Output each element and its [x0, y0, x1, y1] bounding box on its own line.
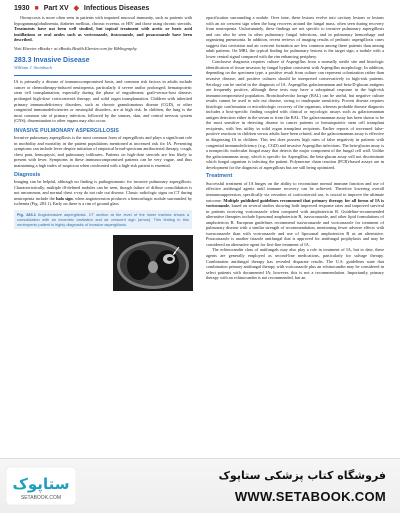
intro-bold-text: Treatments have not been well studied, but topical treatment with acetic or boric acid instillations or oral azoles such as voriconazole, itraconazole, and posaconazole have been described. [14, 26, 192, 43]
figure [113, 235, 193, 291]
section-intro-paragraph: IA is primarily a disease of immunocompromised hosts, and common risk factors in adults include cancer or chemotherapy-induced neutropenia, particularly if severe and/or prolonged; hematopoietic stem cell transplantation, especially during the phase of engraftment; graft-versus-host disease; prolonged high-dose corticosteroid therapy; and solid organ transplantation. Children with inherited primary immunodeficiency disorders, such as chronic granulomatous disease (CGD), or other congenital immunodeficiencies or neutrophil disorders, are at high risk. In children, the lung is the most common site of primary infection, followed by the sinuses, skin, and central nervous system (CNS); dissemination to other organs may also occur. [14, 79, 192, 124]
right-column [206, 15, 384, 281]
halo-sign-term: halo sign [56, 195, 73, 201]
ct-scan-image [113, 235, 193, 291]
watermark-banner [0, 458, 400, 513]
diagnosis-text-2: , when angioinvasion produces a hemorrhagic nodule surrounded by ischemia (Fig. 283.1). Early on there is a rim of ground glass [14, 195, 193, 207]
invasive-pulmonary-paragraph: Invasive pulmonary aspergillosis is the most common form of aspergillosis and plays a significant role in morbidity and mortality in the patient populations mentioned at increased risk for IA. Presenting symptoms can include fever despite initiation of empirical broad-spectrum antibacterial therapy, cough, chest pain, hemoptysis, and pulmonary infiltrates. Patients on high-dose steroids are less likely to present with fever. Symptoms in these immunocompromised patients can be very vague, and thus maintaining a high index of suspicion when confronted with a high-risk patient is essential. [14, 135, 192, 169]
left-column [14, 15, 192, 229]
page-number: 1930 [14, 5, 30, 12]
header-section: Infectious Diseases [83, 5, 150, 12]
diagnosis-text: Imaging can be helpful, although no finding is pathognomonic for invasive pulmonary aspergillosis. Characteristically, multiple ill-defined nodules can be seen, though failure of diffuse consolidation is not uncommon, and normal chest x-ray do not rule out disease. Classic radiologic signs on CT during neutropenia include the [14, 179, 192, 201]
figure-label: Fig. 283.1 [17, 211, 36, 217]
section-author: William J. Steinbach [14, 64, 52, 70]
page-header [14, 4, 149, 12]
watermark-url[interactable]: WWW.SETABOOK.COM [234, 489, 386, 504]
heading-diagnosis: Diagnosis [14, 171, 41, 178]
diagnosis-paragraph [14, 179, 192, 207]
section-rule [14, 75, 192, 76]
logo-subtext: SETABOOK.COM [20, 495, 62, 501]
section-title: Invasive Disease [33, 57, 90, 65]
header-part: Part XV [43, 5, 69, 12]
heading-invasive-pulmonary: INVASIVE PULMONARY ASPERGILLOSIS [14, 127, 119, 134]
imaging-paragraph: opacification surrounding a nodule. Over time, these lesions evolve into cavitary lesions or lesions with an air crescent sign when the lung recovers around the fungal mass, often seen during recovery from neutropenia. Unfortunately, these findings are not specific to invasive pulmonary aspergillosis and can also be seen in other pulmonary fungal infections, and in pulmonary hemorrhage and organizing pneumonia. In addition, recent reviews of imaging results of pediatric aspergillosis cases suggest that cavitation and air crescent formation are less common among these patients than among adult patients. On MRI, the typical finding for pulmonary lesions is the target sign, a nodule with a lower central signal compared with the rim enhancing periphery. [206, 15, 384, 59]
header-bullet: ◆ [73, 5, 79, 12]
echinocandin-paragraph: The echinocandin class of antifungals may also play a role in treatment of IA, but to date, these agents are generally employed as second-line medications, particularly for salvage therapy. Combination antifungal therapy has revealed disparate results. The U.S. guidelines state that combination primary antifungal therapy with voriconazole plus an echinocandin may be considered in select patients with documented IA; however, this is not a recommendation. Importantly, primary therapy with an echinocandin is not recommended, but an [206, 247, 384, 281]
intro-paragraph-1 [14, 15, 192, 43]
intro-text: Otomycosis is more often seen in patients with impaired mucosal immunity, such as patients with hypogammaglobulinemia, diabetes mellitus, chronic eczema, or HIV and those using chronic steroids. [14, 15, 192, 26]
logo-graphic [6, 465, 76, 507]
figure-caption [14, 210, 192, 229]
logo-wordmark: ستاپوک [12, 475, 70, 493]
header-separator: ■ [34, 5, 39, 12]
section-number: 283.3 [14, 57, 32, 65]
watermark-persian-text: فروشگاه کتاب پزشکی ستاپوک [218, 469, 386, 482]
treatment-text: Successful treatment of IA hinges on the ability to reconstitute normal immune function and use of effective antifungal agents until immune recovery can be achieved. Therefore lowering overall immunosuppression, specifically via cessation of corticosteroid use, is crucial to improve the ultimate outcome. [206, 180, 384, 203]
ct-scan-graphic [113, 235, 193, 291]
setabook-logo [6, 465, 76, 507]
figure-caption-text: Angioinvasive aspergillosis. CT section at the level of the lower trachea shows a consolidation with an eccentric cavitation and air crescent sign (arrow). This finding in this neutropenic patient is highly diagnostic of invasive aspergillosis. [17, 211, 190, 227]
treatment-paragraph [206, 181, 384, 248]
treatment-bold-text: Multiple published guidelines recommend that primary therapy for all forms of IA is voriconazole [206, 197, 384, 209]
heading-treatment: Treatment [206, 173, 233, 180]
diagnosis-detail-paragraph: Conclusive diagnosis requires culture of Aspergillus from a normally sterile site and histologic identification of tissue invasion by fungal hyphae consistent with Aspergillus morphology. In addition, depending on the specimen type, a positive result from culture can represent colonization rather than invasive disease, and positive cultures should be interpreted conservatively in high-risk patients. Serology can be useful in the diagnosis of IA. Aspergillus galactomannan and beta-D-glucan antigens are frequently positive, although these tests may have a suboptimal response in the high-risk immunocompromised population. Bronchoalveolar lavage (BAL) can be useful, but negative culture results cannot be used to rule out disease, owing to inadequate sensitivity. Proven disease requires histologic confirmation or microbiologic recovery of the organism, whereas probable disease diagnosis includes a host-specific finding coupled with clinical or mycologic assays such as galactomannan antigen detection either in the serum or from the BAL. The galactomannan assay has been shown to be the most sensitive in detecting disease in cancer patients or hematopoietic stem cell transplant recipients, with less utility in solid organ transplant recipients. Earlier reports of increased false-positive reactions in children versus adults have been refuted, and the galactomannan assay is effective in diagnosing IA in children. This test does possess high rates of false negativity in patients with congenital immunodeficiency (e.g., CGD) and invasive Aspergillus infections. The beta-glucan assay is a nonspecific molecular fungal assay that detects the major component of the fungal cell wall. Unlike the galactomannan assay, which is specific for Aspergillus, the beta-glucan assay will not discriminate which fungal organism is infecting the patient. Polymerase chain reaction (PCR)-based assays are in development for the diagnosis of aspergillosis but are still being optimized. [206, 59, 384, 170]
bibliography-note[interactable]: Visit Elsevier eBooks+ at eBooks.Health.Elsevier.com for Bibliography. [14, 45, 138, 51]
treatment-text-2: , based on several studies showing both improved response rates and improved survival in patients receiving voriconazole when compared with amphotericin B. Guideline-recommended alternative therapies include liposomal amphotericin B, isavuconazole, and other lipid formulations of amphotericin B. European guidelines recommend isavuconazole and voriconazole for treatment of pulmonary disease with a similar strength of recommendation, mentioning fewer adverse effects with isavuconazole than with voriconazole and use of liposomal amphotericin B as an alternative. Posaconazole is another triazole antifungal that is approved for antifungal prophylaxis and may be considered an alternative agent for first-line treatment of IA. [206, 203, 384, 247]
section-heading [14, 58, 192, 64]
